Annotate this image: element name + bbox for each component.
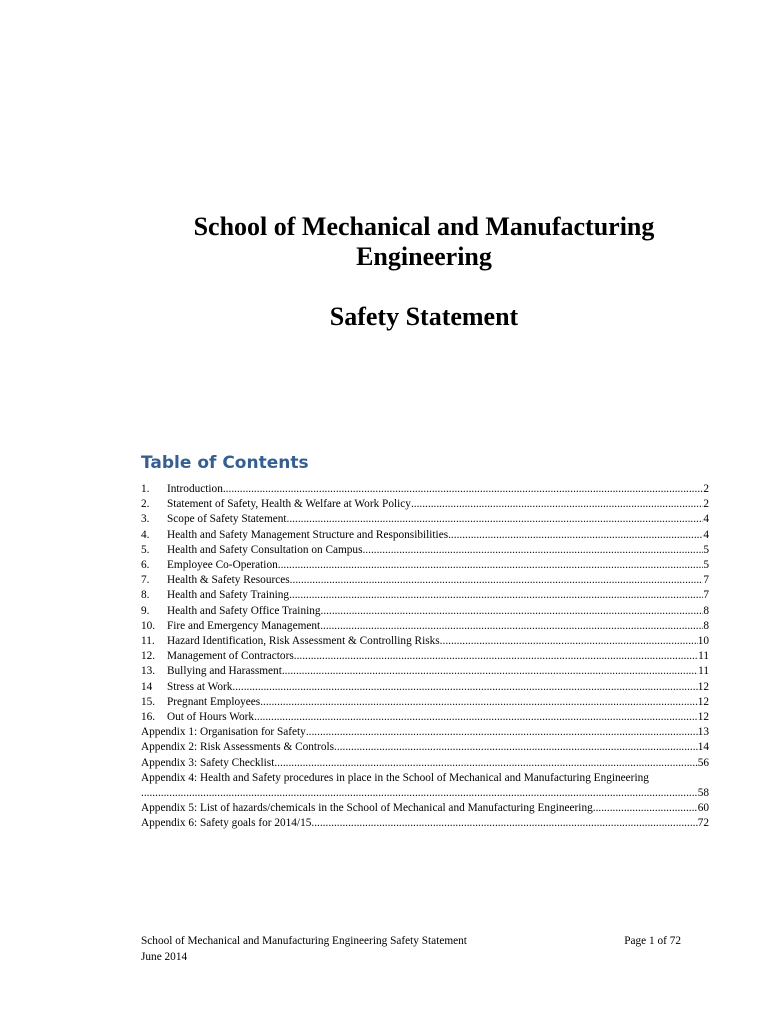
toc-entry-page: 2	[703, 498, 709, 511]
toc-entry-title: Health and Safety Office Training	[167, 604, 321, 617]
toc-entry[interactable]	[141, 680, 709, 695]
toc-entry[interactable]	[141, 482, 709, 497]
toc-entry-title: Introduction	[167, 483, 223, 495]
document-title-line-2: Engineering	[356, 242, 492, 271]
toc-entry-title: Out of Hours Work	[167, 711, 255, 724]
toc-leader-dots	[334, 740, 698, 755]
toc-entry-number: 11.	[141, 635, 155, 648]
footer-date: June 2014	[141, 950, 188, 963]
toc-entry[interactable]	[141, 664, 709, 679]
toc-entry[interactable]	[141, 512, 709, 527]
toc-entry-title: Health & Safety Resources	[167, 574, 290, 587]
toc-leader-dots	[141, 786, 698, 801]
toc-appendix-entry[interactable]	[141, 725, 709, 740]
toc-entry-number: 5.	[141, 543, 150, 556]
toc-entry-title: Health and Safety Management Structure and Responsibilities	[167, 528, 449, 541]
footer-left	[141, 934, 467, 965]
document-title-line-1: School of Mechanical and Manufacturing	[193, 212, 655, 241]
toc-entry-page: 10	[697, 635, 709, 648]
toc-appendix-entry[interactable]	[141, 740, 709, 755]
toc-entry[interactable]	[141, 573, 709, 588]
toc-entry-title: Hazard Identification, Risk Assessment & Controlling Risks	[167, 635, 440, 648]
toc-entry-number: 16.	[141, 711, 156, 724]
toc-entry-number: 9.	[141, 604, 150, 617]
toc-entry-title: Bullying and Harassment	[167, 665, 282, 678]
toc-entry[interactable]	[141, 588, 709, 603]
toc-entry-number: 2.	[141, 498, 150, 511]
toc-entry[interactable]	[141, 543, 709, 558]
toc-entry-page: 4	[703, 513, 709, 526]
toc-leader-dots	[320, 619, 703, 634]
toc-entry[interactable]	[141, 710, 709, 725]
document-title-block	[140, 212, 708, 358]
toc-appendix-entry[interactable]	[141, 771, 709, 801]
toc-entry[interactable]	[141, 558, 709, 573]
toc-leader-dots	[223, 482, 703, 497]
toc-entry-title: Health and Safety Training	[167, 589, 290, 602]
toc-entry-number: 1.	[141, 483, 150, 495]
toc-appendix-page: 56	[697, 756, 709, 769]
toc-entry-page: 7	[703, 574, 709, 587]
toc-leader-dots	[254, 710, 698, 725]
toc-entry-number: 4.	[141, 528, 150, 541]
toc-appendix-page: 72	[697, 817, 709, 830]
toc-entry-title: Statement of Safety, Health & Welfare at Work Policy	[167, 498, 411, 511]
toc-entry-number: 13.	[141, 665, 156, 678]
toc-appendix-entry[interactable]	[141, 801, 709, 816]
toc-appendix-title: Appendix 3: Safety Checklist	[141, 756, 275, 769]
toc-entry-title: Employee Co-Operation	[167, 559, 278, 572]
toc-appendix-title: Appendix 4: Health and Safety procedures in place in the School of Mechanical and Manufacturing Engineering	[141, 771, 649, 784]
toc-entry-title: Health and Safety Consultation on Campus	[167, 543, 363, 556]
toc-leader-dots	[289, 588, 703, 603]
footer-document-name: School of Mechanical and Manufacturing Engineering Safety Statement	[141, 935, 467, 947]
toc-leader-dots	[287, 512, 704, 527]
toc-entry[interactable]	[141, 649, 709, 664]
toc-entry-number: 10.	[141, 619, 156, 632]
toc-entry[interactable]	[141, 528, 709, 543]
toc-leader-dots	[260, 695, 698, 710]
toc-leader-dots	[294, 649, 698, 664]
toc-appendix-page: 60	[697, 802, 709, 815]
toc-appendix-page: 58	[697, 787, 709, 800]
toc-leader-dots	[278, 558, 704, 573]
toc-entry-number: 7.	[141, 574, 150, 587]
toc-leader-dots	[274, 756, 697, 771]
toc-appendix-page: 13	[697, 726, 709, 739]
toc-entry-title: Pregnant Employees	[167, 695, 261, 708]
toc-leader-dots	[282, 664, 698, 679]
toc-entry-number: 8.	[141, 589, 150, 602]
toc-leader-dots	[411, 497, 703, 512]
toc-leader-dots	[306, 725, 698, 740]
toc-entry-page: 11	[698, 665, 709, 678]
toc-entry-page: 12	[697, 711, 709, 724]
toc-appendix-title: Appendix 5: List of hazards/chemicals in the School of Mechanical and Manufacturing Engineering	[141, 802, 593, 815]
toc-entry-page: 12	[697, 680, 709, 693]
toc-leader-dots	[362, 543, 703, 558]
toc-heading: Table of Contents	[141, 453, 309, 473]
toc-list	[141, 482, 709, 832]
toc-entry-page: 2	[703, 483, 709, 495]
toc-entry-title: Scope of Safety Statement	[167, 513, 287, 526]
toc-leader-dots	[440, 634, 698, 649]
toc-leader-dots	[448, 528, 703, 543]
toc-entry[interactable]	[141, 604, 709, 619]
toc-appendix-page: 14	[697, 741, 709, 754]
toc-appendix-title: Appendix 6: Safety goals for 2014/15	[141, 817, 312, 830]
toc-entry-number: 14	[141, 680, 153, 693]
toc-entry-number: 6.	[141, 559, 150, 572]
toc-appendix-entry[interactable]	[141, 756, 709, 771]
toc-entry-page: 5	[703, 559, 709, 572]
toc-entry-title: Fire and Emergency Management	[167, 619, 321, 632]
toc-appendix-entry[interactable]	[141, 816, 709, 831]
toc-entry[interactable]	[141, 634, 709, 649]
page-footer	[141, 934, 681, 965]
toc-entry[interactable]	[141, 695, 709, 710]
toc-entry-title: Management of Contractors	[167, 650, 294, 663]
toc-leader-dots	[232, 680, 697, 695]
toc-entry-number: 3.	[141, 513, 150, 526]
toc-appendix-title: Appendix 2: Risk Assessments & Controls	[141, 741, 335, 754]
table-of-contents	[141, 452, 709, 832]
toc-entry[interactable]	[141, 497, 709, 512]
toc-leader-dots	[321, 604, 704, 619]
toc-entry-page: 12	[697, 695, 709, 708]
toc-entry-page: 8	[703, 604, 709, 617]
toc-appendix-title: Appendix 1: Organisation for Safety	[141, 726, 306, 739]
toc-entry-page: 11	[698, 650, 709, 663]
toc-entry-page: 4	[703, 528, 709, 541]
toc-leader-dots	[593, 801, 698, 816]
toc-entry-number: 12.	[141, 650, 156, 663]
toc-entry-title: Stress at Work	[167, 680, 233, 693]
footer-page-number: Page 1 of 72	[624, 935, 681, 947]
toc-entry-page: 5	[703, 543, 709, 556]
toc-entry-page: 8	[703, 619, 709, 632]
toc-entry-page: 7	[703, 589, 709, 602]
toc-entry[interactable]	[141, 619, 709, 634]
toc-leader-dots	[311, 816, 697, 831]
toc-leader-dots	[290, 573, 704, 588]
toc-entry-number: 15.	[141, 695, 156, 708]
document-subtitle: Safety Statement	[329, 302, 519, 331]
toc-appendix-continuation	[141, 786, 709, 801]
